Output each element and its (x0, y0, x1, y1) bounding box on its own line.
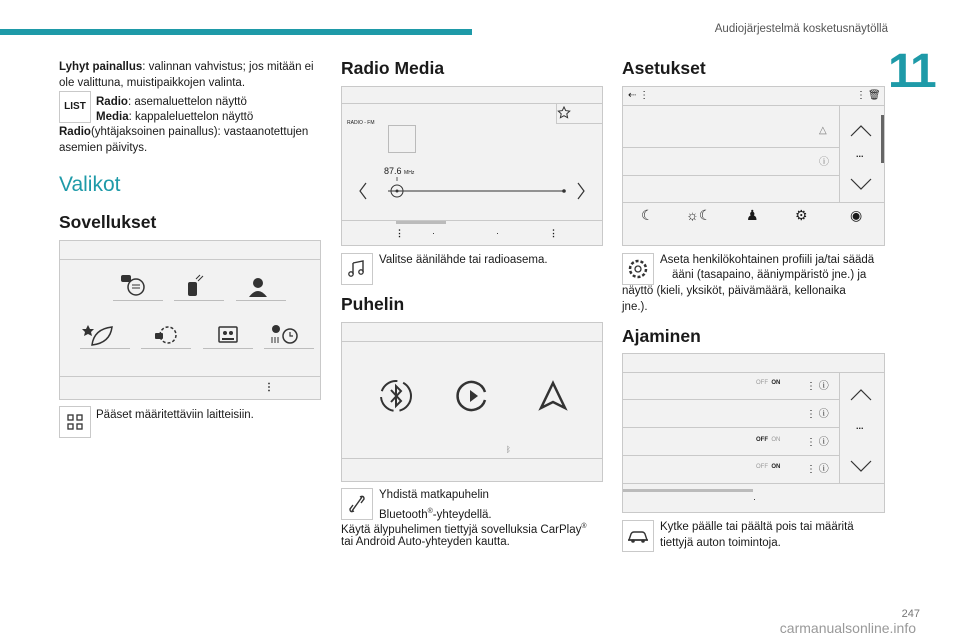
toggle-switch[interactable]: OFF ON (756, 380, 781, 386)
phone-caption-line-4: tai Android Auto-yhteyden kautta. (341, 536, 510, 548)
divider (342, 458, 602, 459)
settings-caption-line-2: ääni (tasapaino, ääniympäristö jne.) ja (672, 269, 867, 281)
tab-indicator (396, 221, 446, 224)
divider (623, 147, 839, 148)
toggle-switch[interactable]: OFF ON (756, 437, 781, 443)
app-climate-timer[interactable] (264, 323, 314, 349)
scrollbar[interactable] (881, 115, 884, 163)
brightness-icon[interactable]: ☼☾ (686, 207, 712, 223)
page-dots: ... (856, 149, 864, 159)
android-auto-icon[interactable] (535, 378, 571, 414)
row-menu-info-icon[interactable]: ⋮ ⓘ (806, 464, 829, 475)
apps-caption: Pääset määritettäviin laitteisiin. (96, 409, 254, 421)
app-phone[interactable] (174, 273, 224, 301)
carplay-icon[interactable] (455, 378, 491, 414)
apps-grid-icon (59, 406, 91, 438)
page-dot: · (496, 228, 499, 238)
radio-long-press-text: Radio(yhtäjaksoinen painallus): vastaanotettujen asemien päivitys. (59, 126, 309, 154)
heading-puhelin: Puhelin (341, 294, 405, 314)
music-note-icon (341, 253, 373, 285)
divider (623, 455, 839, 456)
chapter-number: 11 (888, 45, 935, 98)
app-profile[interactable] (236, 273, 286, 301)
night-mode-icon[interactable]: ☾ (641, 207, 654, 223)
divider (623, 372, 884, 373)
radio-source-label: RADIO - FM (347, 120, 375, 126)
radio-screen (341, 86, 603, 246)
settings-gear-icon[interactable]: ⚙ (795, 207, 808, 223)
divider (556, 123, 602, 124)
phone-signal-icon (174, 273, 224, 299)
row-menu-info-icon[interactable]: ⋮ ⓘ (806, 437, 829, 448)
phone-caption-line-1: Yhdistä matkapuhelin (379, 489, 489, 501)
divider (623, 483, 884, 484)
page-dot: · (753, 494, 756, 504)
phone-link-icon (341, 488, 373, 520)
page-dot: · (432, 228, 435, 238)
app-messages[interactable] (113, 273, 163, 301)
apps-screen (59, 240, 321, 400)
driving-caption-line-1: Kytke päälle tai päältä pois tai määritä (660, 521, 854, 533)
radio-caption: Valitse äänilähde tai radioasema. (379, 254, 548, 266)
intro-paragraph: Lyhyt painallus: valinnan vahvistus; jos mitään ei ole valittuna, muistipaikkojen valinta. (59, 61, 314, 89)
scroll-up-chevron-icon[interactable] (849, 388, 873, 402)
divider (623, 399, 839, 400)
app-eco[interactable] (80, 323, 130, 349)
phone-caption-line-2: Bluetooth®-yhteydellä. (379, 508, 492, 521)
divider (839, 105, 840, 202)
app-vehicle-settings[interactable] (141, 323, 191, 349)
heading-valikot: Valikot (59, 173, 121, 196)
contacts-icon (203, 323, 253, 347)
header-accent-bar (0, 29, 472, 35)
trash-icon[interactable]: 🗑 (868, 90, 881, 101)
scroll-down-chevron-icon[interactable] (849, 459, 873, 473)
more-options-icon[interactable]: ⋮ (549, 228, 558, 238)
next-station-chevron-icon[interactable] (576, 182, 586, 200)
album-art-placeholder (388, 125, 416, 153)
warning-icon: △ (819, 125, 827, 136)
fan-clock-icon (264, 323, 314, 347)
divider (623, 105, 884, 106)
row-menu-info-icon[interactable]: ⋮ ⓘ (806, 381, 829, 392)
divider (342, 220, 602, 221)
app-contacts[interactable] (203, 323, 253, 349)
settings-caption-line-1: Aseta henkilökohtainen profiili ja/tai säädä (660, 254, 875, 266)
more-options-icon[interactable]: ⋮ (856, 90, 866, 101)
scroll-up-chevron-icon[interactable] (849, 124, 873, 138)
divider (60, 376, 320, 377)
heading-sovellukset: Sovellukset (59, 212, 157, 232)
chat-icon (113, 273, 163, 299)
car-icon (622, 520, 654, 552)
settings-screen (622, 86, 885, 246)
heading-radio-media: Radio Media (341, 58, 445, 78)
divider (839, 372, 840, 483)
page-number: 247 (901, 608, 920, 620)
driving-screen (622, 353, 885, 513)
row-menu-info-icon[interactable]: ⋮ ⓘ (806, 409, 829, 420)
user-icon (236, 273, 286, 299)
privacy-icon[interactable]: ◉ (850, 207, 863, 223)
heading-asetukset: Asetukset (622, 58, 706, 78)
heading-ajaminen: Ajaminen (622, 326, 701, 346)
phone-caption-line-3: Käytä älypuhelimen tiettyjä sovelluksia CarPlay® (341, 523, 587, 536)
favorite-star-icon[interactable] (557, 106, 571, 120)
settings-caption-line-3: näyttö (kieli, yksiköt, päivämäärä, kellonaika (622, 285, 846, 297)
divider (342, 341, 602, 342)
divider (623, 427, 839, 428)
page-dots: ... (856, 421, 864, 431)
tab-indicator (623, 489, 753, 492)
leaf-star-icon (80, 323, 130, 347)
list-button-icon: LIST (59, 91, 91, 123)
divider (623, 175, 839, 176)
divider (342, 103, 602, 104)
back-arrow-icon[interactable]: ⇠ ⋮ (628, 90, 650, 101)
frequency-display: 87.6 MHz (384, 166, 415, 176)
more-options-icon[interactable]: ⋮ (395, 228, 404, 238)
settings-caption-line-4: jne.). (622, 301, 648, 313)
divider (623, 202, 884, 203)
scroll-down-chevron-icon[interactable] (849, 177, 873, 191)
more-options-icon[interactable]: ⋮ (264, 382, 274, 393)
info-icon: ⓘ (819, 157, 829, 168)
tuning-slider[interactable] (352, 175, 592, 205)
previous-station-chevron-icon[interactable] (358, 182, 368, 200)
driving-caption-line-2: tiettyjä auton toimintoja. (660, 537, 781, 549)
user-profile-icon[interactable]: ♟ (746, 207, 759, 223)
watermark: carmanualsonline.info (779, 620, 916, 636)
media-line: Media: kappaleluettelon näyttö (96, 111, 254, 123)
radio-line: Radio: asemaluettelon näyttö (96, 96, 247, 108)
toggle-switch[interactable]: OFF ON (756, 464, 781, 470)
car-gear-icon (141, 323, 191, 347)
gear-icon (622, 253, 654, 285)
phone-screen (341, 322, 603, 482)
divider (60, 259, 320, 260)
section-title: Audiojärjestelmä kosketusnäytöllä (714, 23, 888, 35)
bluetooth-icon[interactable] (378, 378, 414, 414)
small-bluetooth-icon: ᛒ (506, 445, 511, 454)
